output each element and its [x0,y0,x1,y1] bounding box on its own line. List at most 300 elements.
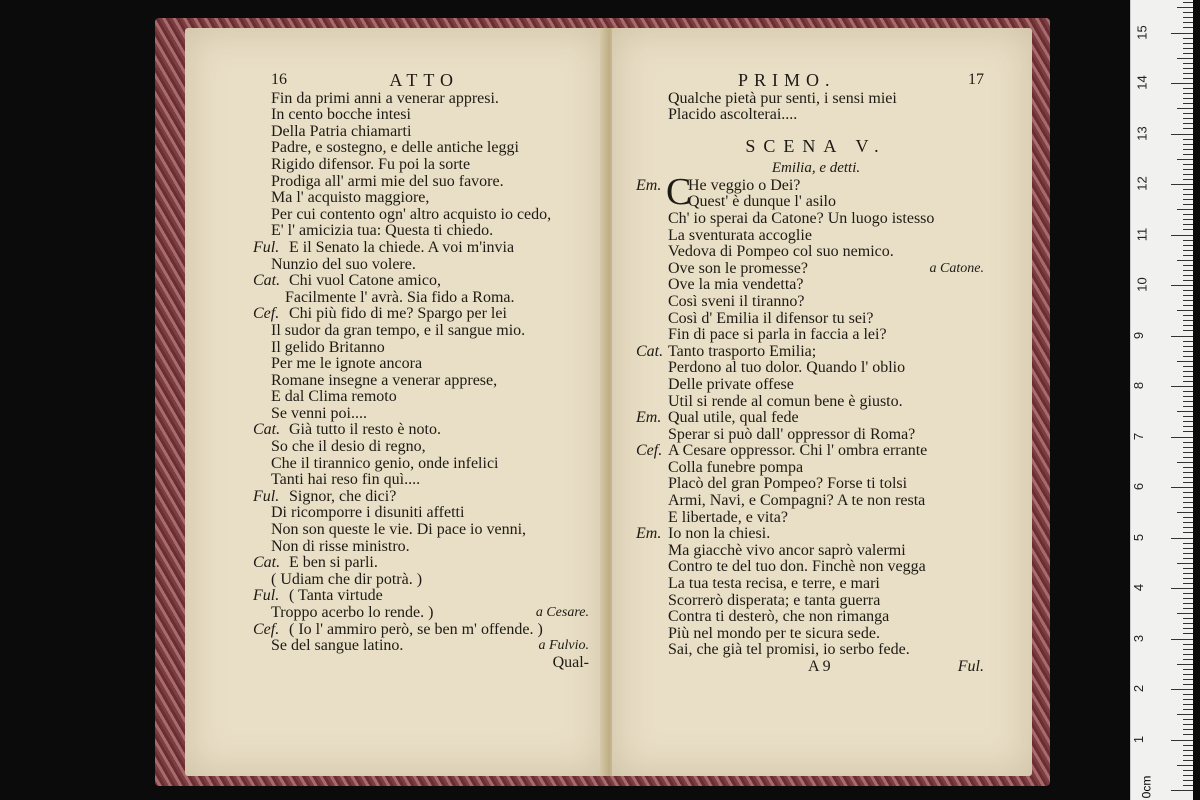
right-catchword: Ful. [957,658,984,675]
verse-line [271,373,589,390]
ruler-tick [1183,396,1193,397]
speaker-label: Cef. [253,305,280,323]
verse-line [636,525,984,543]
ruler-tick [1183,694,1193,695]
ruler-tick [1183,240,1193,241]
ruler-tick [1183,467,1193,468]
verse-line [648,576,984,593]
speaker-label: Em. [636,176,662,194]
verse-line [271,356,589,373]
ruler-tick [1183,144,1193,145]
ruler-tick [1171,33,1193,34]
verse-text: E' l' amicizia tua: Questa ti chiedo. [271,222,494,240]
ruler-tick [1183,73,1193,74]
verse-line [648,211,984,228]
verse-text: E il Senato la chiede. A voi m'invia [289,238,515,256]
ruler-tick [1183,755,1193,756]
verse-text: Tanti hai reso fin quì.... [271,471,421,489]
left-catchword: Qual- [552,653,589,671]
ruler-number: 1 [1131,735,1147,743]
verse-text: Qual utile, qual fede [668,409,799,427]
ruler-tick [1183,679,1193,680]
ruler-tick [1183,118,1193,119]
verse-line [648,427,984,444]
verse-text: Non di risse ministro. [271,537,410,555]
drop-cap: C [666,170,692,213]
ruler-tick [1171,134,1193,135]
verse-text: Io non la chiesi. [668,525,771,543]
ruler-tick [1171,336,1193,337]
verse-text: Per me le ignote ancora [271,355,423,373]
verse-line [271,340,589,357]
ruler-number: 4 [1131,583,1147,592]
verse-line [271,406,589,423]
scene-title: SCENA V. [745,135,887,156]
verse-text: La sventurata accoglie [668,226,812,244]
ruler-tick [1183,325,1193,326]
verse-text: Chi più fido di me? Spargo per lei [289,305,507,323]
ruler-number: 14 [1134,75,1150,90]
verse-line [271,124,589,141]
verse-text: Rigido difensor. Fu poi la sorte [271,155,471,173]
ruler-tick [1183,219,1193,220]
scale-ruler [1130,0,1193,800]
verse-line [636,409,984,427]
verse-line [636,342,984,361]
verse-text: ( Udiam che dir potrà. ) [271,570,423,588]
verse-line [253,238,589,257]
verse-text: Tanto trasporto Emilia; [668,342,817,360]
verse-line [648,311,984,328]
verse-text: Contro te del tuo don. Finchè non vegga [668,558,926,576]
right-head-word: PRIMO. [738,70,836,90]
verse-line [271,572,589,589]
verse-line [648,261,984,278]
ruler-tick [1183,315,1193,316]
verse-line [648,294,984,311]
ruler-tick [1177,209,1193,210]
ruler-tick [1177,159,1193,160]
ruler-tick [1183,775,1193,776]
verse-line [648,593,984,610]
ruler-tick [1183,204,1193,205]
ruler-tick [1183,497,1193,498]
ruler-tick [1183,174,1193,175]
ruler-tick [1183,300,1193,301]
scene-persons: Emilia, e detti. [771,159,861,176]
verse-text: Ma giacchè vivo ancor saprò valermi [668,541,906,559]
verse-line [253,587,589,605]
ruler-tick [1183,578,1193,579]
verse-text: Già tutto il resto è noto. [289,421,441,439]
verse-line [253,554,589,572]
ruler-tick [1183,760,1193,761]
verse-line [271,439,589,456]
verse-text: Sai, che già tel promisi, io serbo fede. [668,641,910,659]
speaker-label: Ful. [253,587,280,605]
ruler-tick [1183,280,1193,281]
ruler-tick [1183,573,1193,574]
ruler-tick [1183,290,1193,291]
verse-text: Ove la mia vendetta? [668,276,804,294]
ruler-tick [1183,598,1193,599]
verse-text: Quest' è dunque l' asilo [688,193,836,211]
verse-line [648,360,984,377]
ruler-tick [1183,734,1193,735]
ruler-tick [1183,366,1193,367]
ruler-tick [1183,265,1193,266]
ruler-tick [1177,765,1193,766]
ruler-tick [1183,93,1193,94]
verse-line [271,539,589,556]
verse-line: Qualche pietà pur senti, i sensi miei [668,89,897,107]
verse-line [648,228,984,245]
ruler-tick [1183,139,1193,140]
ruler-tick [1183,63,1193,64]
ruler-tick [1171,538,1193,539]
ruler-tick [1183,452,1193,453]
ruler-tick [1183,447,1193,448]
ruler-tick [1183,406,1193,407]
ruler-tick [1177,108,1193,109]
ruler-tick [1183,320,1193,321]
left-page [185,28,605,776]
speaker-label: Cat. [253,421,281,439]
ruler-tick [1183,472,1193,473]
ruler-tick [1183,330,1193,331]
verse-text: Il sudor da gran tempo, e il sangue mio. [271,321,526,339]
verse-text: So che il desio di regno, [271,438,426,456]
ruler-tick [1177,512,1193,513]
verse-text: Ma l' acquisto maggiore, [271,189,430,207]
ruler-number: 11 [1134,227,1150,241]
verse-line [648,460,984,477]
ruler-tick [1183,270,1193,271]
verse-text: Vedova di Pompeo col suo nemico. [668,243,894,261]
ruler-tick [1183,295,1193,296]
ruler-tick [1171,386,1193,387]
verse-line [271,522,589,539]
verse-line [271,257,589,274]
ruler-tick [1183,376,1193,377]
verse-text: Se del sangue latino. [271,637,404,655]
ruler-tick [1183,548,1193,549]
ruler-tick [1183,644,1193,645]
ruler-tick [1171,689,1193,690]
right-pre-lines [648,91,984,124]
ruler-tick [1183,426,1193,427]
speaker-label: Ful. [253,487,280,505]
ruler-tick [1183,88,1193,89]
verse-line [271,223,589,240]
speaker-label: Em. [636,409,662,427]
verse-text: Troppo acerbo lo rende. ) [271,604,434,621]
verse-text: Delle private offese [668,375,794,393]
ruler-tick [1183,583,1193,584]
ruler-tick [1183,78,1193,79]
verse-text: Della Patria chiamarti [271,122,412,140]
ruler-tick [1183,633,1193,634]
verse-line [271,190,589,207]
ruler-tick [1171,235,1193,236]
ruler-tick [1183,48,1193,49]
ruler-tick [1183,229,1193,230]
ruler-number: 3 [1131,634,1147,642]
speaker-label: Cat. [253,554,281,572]
verse-line: Placido ascolterai.... [668,106,798,124]
ruler-number: 15 [1134,24,1150,40]
verse-line [648,642,984,659]
right-page-text [636,70,984,676]
verse-line [271,157,589,174]
verse-line [271,174,589,191]
ruler-tick [1183,421,1193,422]
verse-text: In cento bocche intesi [271,106,411,124]
right-running-head [648,72,984,89]
verse-line [648,194,984,211]
ruler-tick [1177,714,1193,715]
ruler-tick [1183,245,1193,246]
ruler-tick [1183,128,1193,129]
ruler-tick [1183,169,1193,170]
ruler-tick [1183,477,1193,478]
verse-text: Non son queste le vie. Di pace io venni, [271,521,527,539]
verse-line [648,559,984,576]
verse-text: Così sveni il tiranno? [668,292,805,310]
ruler-tick [1183,53,1193,54]
ruler-tick [1183,214,1193,215]
ruler-number: 2 [1131,684,1147,693]
ruler-tick [1183,780,1193,781]
verse-text: Romane insegne a venerar apprese, [271,371,498,389]
verse-line [271,505,589,522]
ruler-tick [1183,654,1193,655]
verse-text: Perdono al tuo dolor. Quando l' oblio [668,359,906,377]
ruler-tick [1171,588,1193,589]
verse-line [253,487,589,506]
left-page-text [253,70,589,671]
ruler-tick [1183,785,1193,786]
ruler-tick [1183,38,1193,39]
ruler-tick [1183,532,1193,533]
ruler-tick [1183,179,1193,180]
verse-text: E ben si parli. [289,554,378,572]
ruler-tick [1183,68,1193,69]
verse-line [253,421,589,439]
ruler-tick [1183,608,1193,609]
ruler-tick [1183,250,1193,251]
ruler-tick [1171,437,1193,438]
verse-text: Fin da primi anni a venerar appresi. [271,89,499,107]
ruler-tick [1183,381,1193,382]
ruler-tick [1183,492,1193,493]
verse-line [648,543,984,560]
verse-text: He veggio o Dei? [688,176,801,194]
verse-text: E dal Clima remoto [271,388,397,406]
ruler-tick [1171,790,1193,791]
ruler-tick [1183,431,1193,432]
ruler-tick [1183,558,1193,559]
ruler-tick [1183,224,1193,225]
ruler-tick [1183,305,1193,306]
speaker-label: Cef. [253,620,280,638]
ruler-tick [1183,553,1193,554]
verse-text: Util si rende al comun bene è giusto. [668,392,903,410]
speaker-label: Ful. [253,238,280,256]
ruler-tick [1183,391,1193,392]
ruler-tick [1183,199,1193,200]
verse-text: A Cesare oppressor. Chi l' ombra errante [668,442,928,460]
ruler-tick [1183,416,1193,417]
verse-text: Così d' Emilia il difensor tu sei? [668,309,874,327]
ruler-tick [1183,729,1193,730]
verse-line [271,638,589,655]
verse-line [648,327,984,344]
ruler-tick [1183,356,1193,357]
verse-line [648,510,984,527]
ruler-number: 6 [1131,482,1147,491]
ruler-tick [1183,123,1193,124]
speaker-label: Cat. [253,272,281,290]
ruler-tick [1177,462,1193,463]
ruler-tick [1177,664,1193,665]
verse-text: Padre, e sostegno, e delle antiche leggi [271,139,519,157]
ruler-number: 7 [1131,432,1147,440]
ruler-tick [1183,770,1193,771]
ruler-tick [1177,58,1193,59]
verse-text: Il gelido Britanno [271,338,385,356]
ruler-tick [1183,164,1193,165]
ruler-tick [1183,522,1193,523]
ruler-tick [1183,457,1193,458]
ruler-tick [1183,103,1193,104]
right-page-number: 17 [968,71,984,88]
verse-text: Di ricomporre i disuniti affetti [271,504,465,522]
ruler-tick [1183,699,1193,700]
ruler-tick [1183,17,1193,18]
ruler-tick [1171,184,1193,185]
ruler-tick [1183,346,1193,347]
verse-line [271,207,589,224]
ruler-tick [1183,341,1193,342]
ruler-tick [1183,98,1193,99]
right-lines [636,170,984,659]
ruler-tick [1183,502,1193,503]
verse-line [636,442,984,460]
ruler-tick [1183,2,1193,3]
verse-line [648,609,984,626]
ruler-tick [1183,194,1193,195]
left-lines [253,89,589,655]
verse-line [648,476,984,493]
ruler-tick [1177,7,1193,8]
ruler-tick [1183,255,1193,256]
verse-line [271,605,589,622]
stage-direction: a Cesare. [535,605,589,620]
ruler-tick [1183,603,1193,604]
ruler-tick [1171,83,1193,84]
verse-line [271,389,589,406]
ruler-tick [1183,684,1193,685]
ruler-tick [1183,618,1193,619]
ruler-tick [1183,724,1193,725]
ruler-tick [1183,719,1193,720]
verse-text: La tua testa recisa, e terre, e mari [668,575,880,593]
ruler-tick [1177,411,1193,412]
ruler-number: 8 [1131,381,1147,390]
ruler-number: 13 [1134,125,1150,141]
ruler-number: 5 [1131,533,1147,541]
verse-line [253,620,589,639]
ruler-tick [1183,442,1193,443]
verse-text: Prodiga all' armi mie del suo favore. [271,172,504,190]
verse-text: ( Tanta virtude [289,587,383,605]
ruler-tick [1177,361,1193,362]
ruler-tick [1177,563,1193,564]
ruler-tick [1183,674,1193,675]
ruler-tick [1183,275,1193,276]
verse-text: Armi, Navi, e Compagni? A te non resta [668,492,926,510]
verse-line [253,305,589,323]
verse-line [253,272,589,290]
speaker-label: Em. [636,525,662,543]
verse-text: Sperar si può dall' oppressor di Roma? [668,425,916,443]
verse-text: Scorrerò disperata; e tanta guerra [668,591,881,609]
verse-line [648,277,984,294]
ruler-tick [1183,351,1193,352]
verse-text: Che il tirannico genio, onde infelici [271,454,499,472]
ruler-tick [1177,613,1193,614]
verse-text: Contra ti desterò, che non rimanga [668,608,890,626]
verse-line [648,244,984,261]
speaker-label: Cef. [636,442,663,460]
left-head-word: ATTO [389,70,459,90]
stage-direction: a Catone. [929,260,984,276]
ruler-tick [1183,482,1193,483]
ruler-tick [1183,745,1193,746]
right-page [612,28,1032,776]
verse-line [648,377,984,394]
ruler-unit-label: 0cm [1139,775,1154,799]
ruler-tick [1177,310,1193,311]
ruler-tick [1183,623,1193,624]
speaker-label: Cat. [636,342,664,360]
verse-text: Signor, che dici? [289,487,397,505]
verse-text: Per cui contento ogn' altro acquisto io cedo, [271,205,552,223]
stage-direction: a Fulvio. [538,638,589,654]
ruler-tick [1171,487,1193,488]
ruler-tick [1183,43,1193,44]
verse-text: Placò del gran Pompeo? Forse ti tolsi [668,475,908,493]
ruler-tick [1183,371,1193,372]
ruler-number: 12 [1134,176,1150,191]
ruler-tick [1183,189,1193,190]
verse-text: Ch' io sperai da Catone? Un luogo istesso [668,209,935,227]
ruler-tick [1183,669,1193,670]
verse-line [271,290,589,307]
ruler-tick [1171,639,1193,640]
verse-text: Se venni poi.... [271,404,367,422]
ruler-tick [1183,401,1193,402]
ruler-number: 9 [1131,331,1147,339]
ruler-tick [1183,709,1193,710]
verse-line [648,626,984,643]
ruler-tick [1183,593,1193,594]
verse-text: Più nel mondo per te sicura sede. [668,624,880,642]
verse-text: Colla funebre pompa [668,458,804,476]
verse-line [648,394,984,411]
ruler-tick [1183,704,1193,705]
